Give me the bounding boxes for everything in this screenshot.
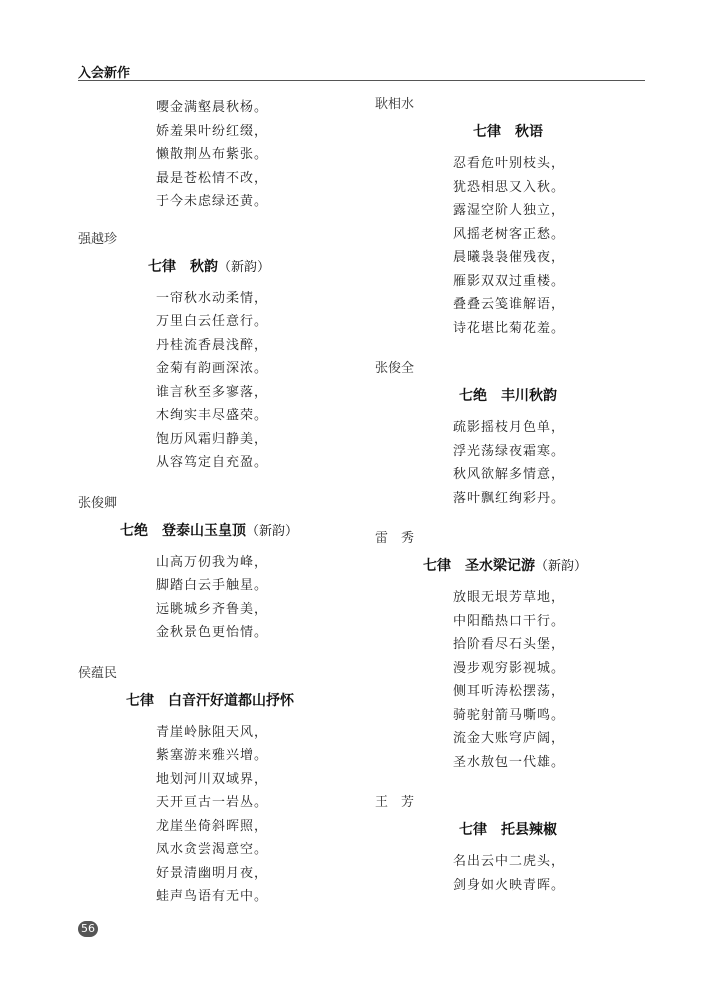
poem-line: 谁言秋至多寥落，	[156, 384, 269, 400]
poem-line: 木绚实丰尽盛荣。	[156, 408, 269, 423]
poem-lines	[156, 551, 358, 645]
poem-line: 圣水敖包一代雄。	[453, 754, 566, 770]
poem-lines	[453, 152, 655, 340]
poem-line: 娇羞果叶纷红缀，	[156, 123, 269, 139]
poem-lines	[156, 721, 358, 909]
page-number: 56	[78, 921, 98, 937]
poem-line: 远眺城乡齐鲁美，	[156, 601, 269, 617]
poem-author: 侯蕴民	[78, 665, 118, 681]
poem-title-text: 七律 秋语	[473, 124, 543, 140]
poem-lines	[453, 586, 655, 774]
poem-line: 流金大账穹庐阔，	[453, 731, 566, 746]
poem-line: 金秋景色更怡情。	[156, 625, 269, 640]
poem-line: 山高万仞我为峰，	[156, 554, 269, 570]
section-title: 入会新作	[78, 66, 131, 81]
poem-author: 张俊全	[375, 361, 415, 376]
poem-block	[78, 495, 358, 645]
poem-lines	[156, 287, 358, 475]
poem-lines	[453, 850, 655, 897]
poem-line: 一帘秋水动柔情，	[156, 290, 269, 306]
poem-line: 紫塞游来雅兴增。	[156, 748, 269, 763]
poem-line: 万里白云任意行。	[156, 314, 269, 329]
left-column	[78, 96, 358, 909]
poem-title-text: 七绝 登泰山玉皇顶	[120, 522, 246, 539]
poem-title-text: 七绝 丰川秋韵	[459, 388, 557, 404]
poem-line: 丹桂流香晨浅醉，	[156, 337, 269, 353]
poem-lines	[156, 96, 358, 214]
poem-line: 露湿空阶人独立，	[453, 203, 566, 218]
poem-author: 耿相水	[375, 97, 415, 112]
poem-lines	[453, 416, 655, 510]
poem-title-note: （新韵）	[246, 523, 299, 539]
poem-line: 中阳酷热口干行。	[453, 613, 566, 629]
poem-author: 雷 秀	[375, 531, 415, 546]
poem-title	[459, 820, 655, 841]
poem-line: 晨曦袅袅催残夜，	[453, 250, 566, 265]
poem-line: 地划河川双域界，	[156, 771, 269, 787]
poem-line: 浮光荡绿夜霜寒。	[453, 443, 566, 459]
poem-line: 漫步观穷影视城。	[453, 660, 566, 676]
poem-line: 忍看危叶别枝头，	[453, 156, 566, 171]
poem-title-text: 七律 白音汗好道都山抒怀	[126, 692, 294, 709]
poem-title	[459, 386, 655, 407]
right-column	[375, 96, 655, 897]
poem-title-text: 七律 圣水梁记游	[423, 558, 535, 574]
poem-title-note: （新韵）	[218, 259, 271, 275]
poem-line: 剑身如火映青晖。	[453, 877, 566, 893]
poem-block	[78, 665, 358, 909]
poem-author: 王 芳	[375, 795, 415, 810]
poem-line: 骑驼射箭马嘶鸣。	[453, 707, 566, 723]
poem-line: 凤水贪尝渴意空。	[156, 842, 269, 857]
poem-title-text: 七律 托县辣椒	[459, 822, 557, 838]
page-header	[78, 60, 645, 81]
poem-line: 拾阶看尽石头堡，	[453, 637, 566, 652]
poem-line: 嘤金满壑晨秋杨。	[156, 100, 269, 115]
poem-line: 叠叠云笺谁解语，	[453, 297, 566, 312]
poem-line: 从容笃定自充盈。	[156, 455, 269, 470]
poem-block	[375, 794, 655, 897]
poem-line: 龙崖坐倚斜晖照，	[156, 818, 269, 834]
poem-continuation	[156, 96, 358, 214]
poem-line: 蛙声鸟语有无中。	[156, 889, 269, 904]
poem-line: 犹恐相思又入秋。	[453, 179, 566, 195]
poem-line: 秋风欲解多情意，	[453, 467, 566, 482]
poem-title	[126, 691, 358, 712]
poem-line: 诗花堪比菊花羞。	[453, 320, 566, 336]
poem-title	[120, 521, 358, 542]
poem-line: 天开亘古一岩丛。	[156, 795, 269, 810]
poem-title	[148, 257, 358, 278]
poem-line: 好景清幽明月夜，	[156, 865, 269, 881]
poem-line: 懒散荆丛布紫张。	[156, 147, 269, 162]
poem-line: 名出云中二虎头，	[453, 854, 566, 869]
poem-author: 张俊卿	[78, 495, 118, 511]
poem-line: 脚踏白云手触星。	[156, 578, 269, 593]
poem-block	[78, 231, 358, 475]
poem-line: 青崖岭脉阻天风，	[156, 724, 269, 740]
poem-block	[375, 96, 655, 340]
poem-author: 强越珍	[78, 231, 118, 247]
poem-title	[473, 122, 655, 143]
poem-line: 金菊有韵画深浓。	[156, 361, 269, 376]
poem-title-note: （新韵）	[535, 559, 588, 574]
poem-block	[375, 360, 655, 510]
poem-title-text: 七律 秋韵	[148, 258, 218, 275]
poem-line: 风摇老树客正愁。	[453, 226, 566, 242]
poem-line: 落叶飘红绚彩丹。	[453, 490, 566, 506]
poem-line: 侧耳听涛松摆荡，	[453, 684, 566, 699]
poem-block	[375, 530, 655, 774]
poem-title	[423, 556, 655, 577]
poem-line: 最是苍松情不改，	[156, 170, 269, 186]
poem-line: 放眼无垠芳草地，	[453, 590, 566, 605]
poem-line: 疏影摇枝月色单，	[453, 420, 566, 435]
poem-line: 雁影双双过重楼。	[453, 273, 566, 289]
poem-line: 于今未虑绿还黄。	[156, 194, 269, 209]
poem-line: 饱历风霜归静美，	[156, 431, 269, 447]
